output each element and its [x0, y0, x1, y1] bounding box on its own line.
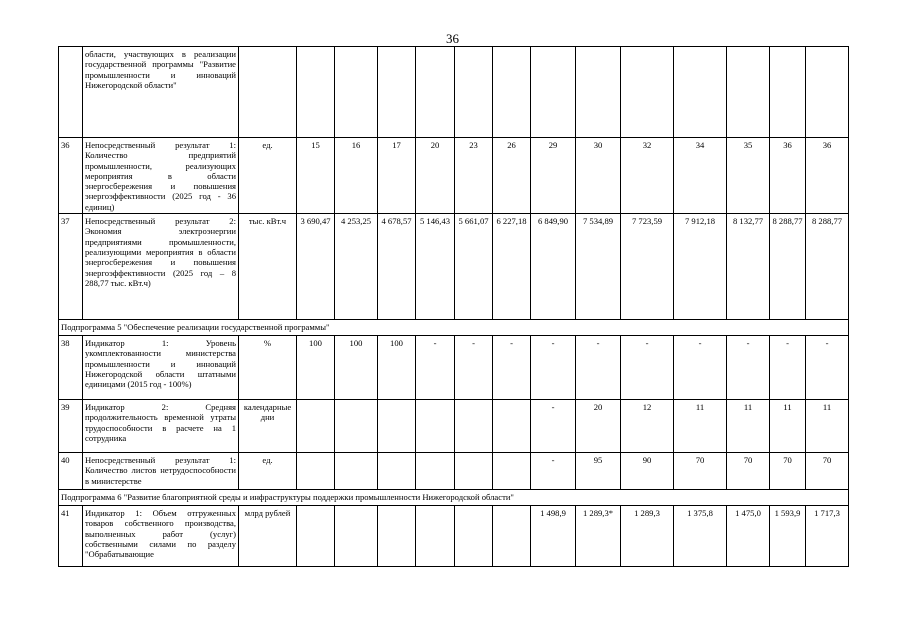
value-cell: 11: [674, 400, 727, 453]
table-row: [59, 47, 849, 138]
value-cell: 70: [727, 453, 770, 490]
value-cell: 4 678,57: [378, 214, 416, 320]
value-cell: [621, 47, 674, 138]
unit-of-measure: ед.: [239, 453, 297, 490]
table-row: [59, 336, 849, 400]
value-cell: -: [531, 336, 576, 400]
value-cell: -: [806, 336, 849, 400]
value-cell: 100: [335, 336, 378, 400]
indicator-description: Непосредственный результат 2: Экономия электроэнергии предприятиями промышленности, реализующими мероприятия в области энергосбережения и повышения энергоэффективности (2025 год – 8 288,77 тыс. кВт.ч): [83, 214, 239, 320]
value-cell: 70: [674, 453, 727, 490]
value-cell: [297, 47, 335, 138]
value-cell: 11: [727, 400, 770, 453]
value-cell: [378, 453, 416, 490]
value-cell: 32: [621, 138, 674, 214]
value-cell: -: [727, 336, 770, 400]
value-cell: [493, 47, 531, 138]
value-cell: 1 289,3*: [576, 506, 621, 567]
row-number: 40: [59, 453, 83, 490]
table-body: [59, 47, 849, 567]
unit-of-measure: млрд рублей: [239, 506, 297, 567]
indicator-description: Индикатор 1: Уровень укомплектованности министерства промышленности и инноваций Нижегородской области штатными единицами (2015 год - 100%): [83, 336, 239, 400]
value-cell: 26: [493, 138, 531, 214]
value-cell: -: [674, 336, 727, 400]
value-cell: 1 717,3: [806, 506, 849, 567]
value-cell: 11: [806, 400, 849, 453]
value-cell: [378, 400, 416, 453]
value-cell: [493, 506, 531, 567]
value-cell: [455, 453, 493, 490]
indicator-description: Непосредственный результат 1: Количество листов нетрудоспособности в министерстве: [83, 453, 239, 490]
value-cell: 4 253,25: [335, 214, 378, 320]
value-cell: [297, 453, 335, 490]
value-cell: -: [770, 336, 806, 400]
value-cell: 70: [770, 453, 806, 490]
value-cell: [455, 506, 493, 567]
value-cell: 20: [416, 138, 455, 214]
row-number: 41: [59, 506, 83, 567]
row-number: 37: [59, 214, 83, 320]
indicator-table: [58, 46, 849, 567]
value-cell: [416, 453, 455, 490]
row-number: [59, 47, 83, 138]
value-cell: [493, 453, 531, 490]
value-cell: [297, 400, 335, 453]
indicator-description: Индикатор 2: Средняя продолжительность временной утраты трудоспособности в расчете на 1 сотрудника: [83, 400, 239, 453]
indicator-description: Непосредственный результат 1: Количество предприятий промышленности, реализующих мероприятия в области энергосбережения и повышения энергоэффективности (2025 год - 36 единиц): [83, 138, 239, 214]
value-cell: 15: [297, 138, 335, 214]
value-cell: 6 849,90: [531, 214, 576, 320]
value-cell: [335, 400, 378, 453]
value-cell: [727, 47, 770, 138]
value-cell: -: [455, 336, 493, 400]
value-cell: 1 593,9: [770, 506, 806, 567]
value-cell: 36: [806, 138, 849, 214]
value-cell: 8 288,77: [770, 214, 806, 320]
value-cell: [455, 400, 493, 453]
value-cell: [416, 400, 455, 453]
value-cell: [378, 506, 416, 567]
value-cell: -: [531, 400, 576, 453]
value-cell: [576, 47, 621, 138]
value-cell: 90: [621, 453, 674, 490]
value-cell: 12: [621, 400, 674, 453]
value-cell: 35: [727, 138, 770, 214]
value-cell: [455, 47, 493, 138]
value-cell: 1 498,9: [531, 506, 576, 567]
value-cell: [297, 506, 335, 567]
value-cell: 17: [378, 138, 416, 214]
unit-of-measure: тыс. кВт.ч: [239, 214, 297, 320]
subprogram-row: [59, 490, 849, 506]
value-cell: 34: [674, 138, 727, 214]
value-cell: [531, 47, 576, 138]
value-cell: 1 375,8: [674, 506, 727, 567]
value-cell: [335, 47, 378, 138]
value-cell: 7 534,89: [576, 214, 621, 320]
page-number: 36: [446, 31, 459, 46]
value-cell: [335, 453, 378, 490]
value-cell: 30: [576, 138, 621, 214]
row-number: 39: [59, 400, 83, 453]
value-cell: [416, 47, 455, 138]
value-cell: 7 912,18: [674, 214, 727, 320]
table-row: [59, 400, 849, 453]
value-cell: [493, 400, 531, 453]
value-cell: 36: [770, 138, 806, 214]
value-cell: 8 132,77: [727, 214, 770, 320]
table-row: [59, 214, 849, 320]
value-cell: 6 227,18: [493, 214, 531, 320]
unit-of-measure: ед.: [239, 138, 297, 214]
table-row: [59, 506, 849, 567]
subprogram-title: Подпрограмма 6 "Развитие благоприятной среды и инфраструктуры поддержки промышленности Нижегородской области": [59, 490, 849, 506]
value-cell: [335, 506, 378, 567]
value-cell: [416, 506, 455, 567]
value-cell: 23: [455, 138, 493, 214]
value-cell: 5 146,43: [416, 214, 455, 320]
value-cell: 5 661,07: [455, 214, 493, 320]
indicator-description: Индикатор 1: Объем отгруженных товаров собственного производства, выполненных работ (услуг) собственными силами по разделу "Обрабатывающие: [83, 506, 239, 567]
unit-of-measure: календарные дни: [239, 400, 297, 453]
row-number: 36: [59, 138, 83, 214]
value-cell: 70: [806, 453, 849, 490]
value-cell: -: [621, 336, 674, 400]
table-row: [59, 453, 849, 490]
value-cell: -: [416, 336, 455, 400]
value-cell: 1 289,3: [621, 506, 674, 567]
value-cell: 16: [335, 138, 378, 214]
value-cell: 29: [531, 138, 576, 214]
value-cell: 20: [576, 400, 621, 453]
value-cell: [378, 47, 416, 138]
value-cell: [770, 47, 806, 138]
subprogram-title: Подпрограмма 5 "Обеспечение реализации государственной программы": [59, 320, 849, 336]
table-row: [59, 138, 849, 214]
value-cell: 1 475,0: [727, 506, 770, 567]
value-cell: 100: [378, 336, 416, 400]
indicator-description: области, участвующих в реализации государственной программы "Развитие промышленности и инноваций Нижегородской области": [83, 47, 239, 138]
value-cell: 8 288,77: [806, 214, 849, 320]
value-cell: -: [493, 336, 531, 400]
value-cell: 3 690,47: [297, 214, 335, 320]
value-cell: -: [531, 453, 576, 490]
subprogram-row: [59, 320, 849, 336]
value-cell: 95: [576, 453, 621, 490]
value-cell: [674, 47, 727, 138]
value-cell: [806, 47, 849, 138]
value-cell: 7 723,59: [621, 214, 674, 320]
value-cell: -: [576, 336, 621, 400]
unit-of-measure: %: [239, 336, 297, 400]
value-cell: 100: [297, 336, 335, 400]
value-cell: 11: [770, 400, 806, 453]
unit-of-measure: [239, 47, 297, 138]
row-number: 38: [59, 336, 83, 400]
